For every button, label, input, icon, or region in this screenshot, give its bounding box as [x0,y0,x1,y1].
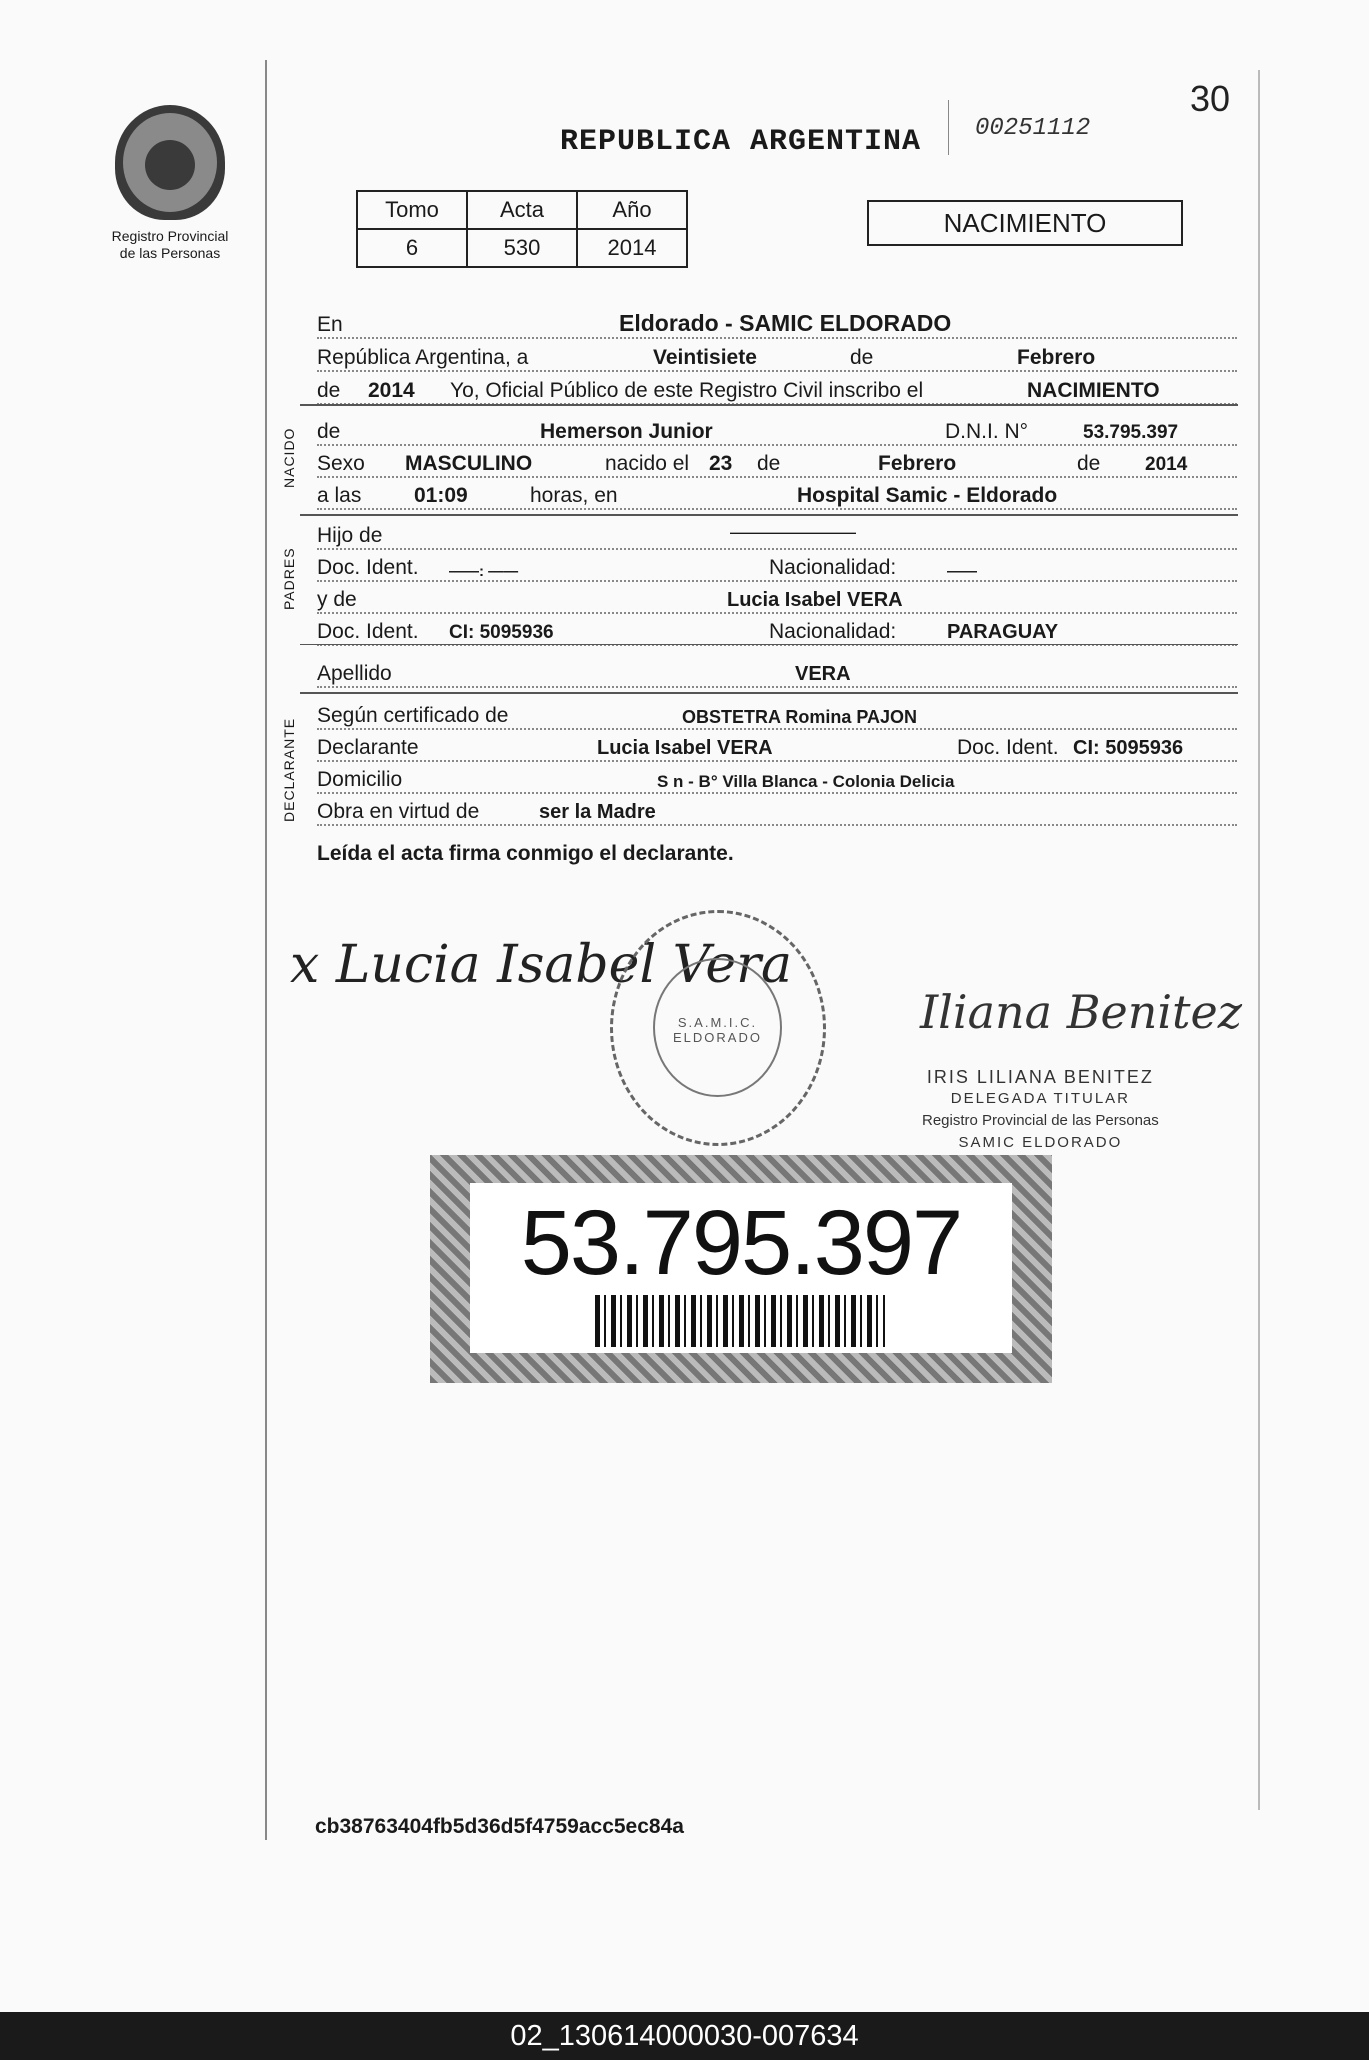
dni-sticker [430,1155,1052,1383]
tomo-acta-table [356,190,688,268]
separator-2b [300,644,1238,645]
label-de-3: de [757,452,781,475]
page-number: 30 [1190,78,1231,119]
right-margin-line [1258,70,1260,1810]
label-hijo-de: Hijo de [317,524,383,547]
value-obra: ser la Madre [539,801,656,823]
value-madre: Lucia Isabel VERA [727,589,903,611]
oficial-text: Yo, Oficial Público de este Registro Civil inscribo el [450,379,924,402]
oficial-block [922,1066,1159,1154]
serial-number: 00251112 [975,115,1091,142]
value-hora: 01:09 [414,484,468,507]
label-doc-padre: Doc. Ident. [317,556,419,579]
logo-caption-line-2: de las Personas [119,245,221,261]
value-padre: ————————— [730,524,856,540]
label-de-nombre: de [317,420,341,443]
label-domicilio: Domicilio [317,768,403,791]
barcode-icon [595,1295,885,1347]
misiones-emblem-icon [115,105,225,220]
label-horas-en: horas, en [530,484,618,507]
label-apellido: Apellido [317,662,392,685]
document-type-box: NACIMIENTO [867,200,1183,246]
line-en [317,311,1237,339]
acta-value: 530 [467,229,577,267]
separator-3 [300,692,1238,694]
sticker-label [470,1183,1012,1353]
value-dia: Veintisiete [653,346,757,369]
line-hijo-de [317,522,1237,550]
title-divider [948,100,949,155]
line-republica [317,344,1237,372]
tomo-header: Tomo [357,191,467,229]
label-doc-declarante: Doc. Ident. [957,736,1059,759]
line-madre [317,586,1237,614]
label-de-2: de [317,379,341,402]
line-padre-doc [317,554,1237,582]
seal-text: S.A.M.I.C. ELDORADO [673,1015,762,1045]
line-oficial [317,377,1237,405]
value-apellido: VERA [795,663,851,685]
value-padre-nac: —— [947,563,977,580]
line-nacido-hora [317,482,1237,510]
sticker-dni-number: 53.795.397 [520,1192,962,1294]
page-title: REPUBLICA ARGENTINA [560,125,922,159]
line-nacido-sexo [317,450,1237,478]
separator-2 [300,514,1238,516]
logo-caption-line-1: Registro Provincial [111,228,229,244]
label-nac-madre: Nacionalidad: [769,620,897,643]
closing-statement: Leída el acta firma conmigo el declarante. [317,842,734,865]
line-declarante [317,734,1237,762]
oficial-lugar: SAMIC ELDORADO [958,1134,1123,1151]
label-certificado: Según certificado de [317,704,509,727]
label-nacido-el: nacido el [605,452,690,475]
registry-logo [95,105,245,262]
section-padres: PADRES [281,547,297,610]
label-a-las: a las [317,484,362,507]
value-dni: 53.795.397 [1083,422,1179,443]
label-dni: D.N.I. N° [945,420,1029,443]
anio-value: 2014 [577,229,687,267]
label-doc-madre: Doc. Ident. [317,620,419,643]
label-republica: República Argentina, a [317,346,529,369]
line-madre-doc [317,618,1237,646]
value-nombre: Hemerson Junior [540,420,713,443]
label-de-1: de [850,346,874,369]
value-nac-mes: Febrero [878,452,957,475]
separator-1 [300,404,1238,406]
footer-bar: 02_130614000030-007634 [0,2012,1369,2060]
line-certificado [317,702,1237,730]
value-padre-doc: ——: —— [449,563,519,580]
seal-emblem-icon [653,958,782,1097]
oficial-signature: Iliana Benitez [920,985,1242,1039]
label-sexo: Sexo [317,452,365,475]
label-obra: Obra en virtud de [317,800,480,823]
acta-header: Acta [467,191,577,229]
value-mes: Febrero [1017,346,1096,369]
tomo-value: 6 [357,229,467,267]
value-madre-doc: CI: 5095936 [449,622,554,643]
left-margin-line [265,60,267,1840]
line-nacido-nombre [317,418,1237,446]
section-declarante: DECLARANTE [281,717,297,822]
line-domicilio [317,766,1237,794]
value-en: Eldorado - SAMIC ELDORADO [619,310,952,336]
declarante-signature: x Lucia Isabel Vera [290,935,793,995]
oficial-registro: Registro Provincial de las Personas [922,1112,1159,1129]
anio-header: Año [577,191,687,229]
section-nacido: NACIDO [281,427,297,488]
registry-seal [610,910,826,1146]
label-declarante: Declarante [317,736,419,759]
value-nac-dia: 23 [709,452,733,475]
value-doc-declarante: CI: 5095936 [1073,737,1184,759]
document-hash: cb38763404fb5d36d5f4759acc5ec84a [315,1815,684,1838]
value-sexo: MASCULINO [405,452,533,475]
label-y-de: y de [317,588,357,611]
oficial-cargo: DELEGADA TITULAR [950,1090,1131,1107]
value-domicilio: S n - B° Villa Blanca - Colonia Delicia [657,772,955,791]
value-lugar: Hospital Samic - Eldorado [797,484,1058,507]
value-declarante: Lucia Isabel VERA [597,737,773,759]
value-certificado: OBSTETRA Romina PAJON [682,707,918,727]
value-nac-anio: 2014 [1145,454,1188,475]
oficial-nombre: IRIS LILIANA BENITEZ [926,1067,1154,1087]
value-anio: 2014 [368,379,415,402]
logo-caption [95,228,245,262]
value-madre-nac: PARAGUAY [947,621,1059,643]
label-de-4: de [1077,452,1101,475]
label-nac-padre: Nacionalidad: [769,556,897,579]
label-en: En [317,313,343,336]
value-inscribe: NACIMIENTO [1027,379,1160,402]
line-obra [317,798,1237,826]
line-apellido [317,660,1237,688]
